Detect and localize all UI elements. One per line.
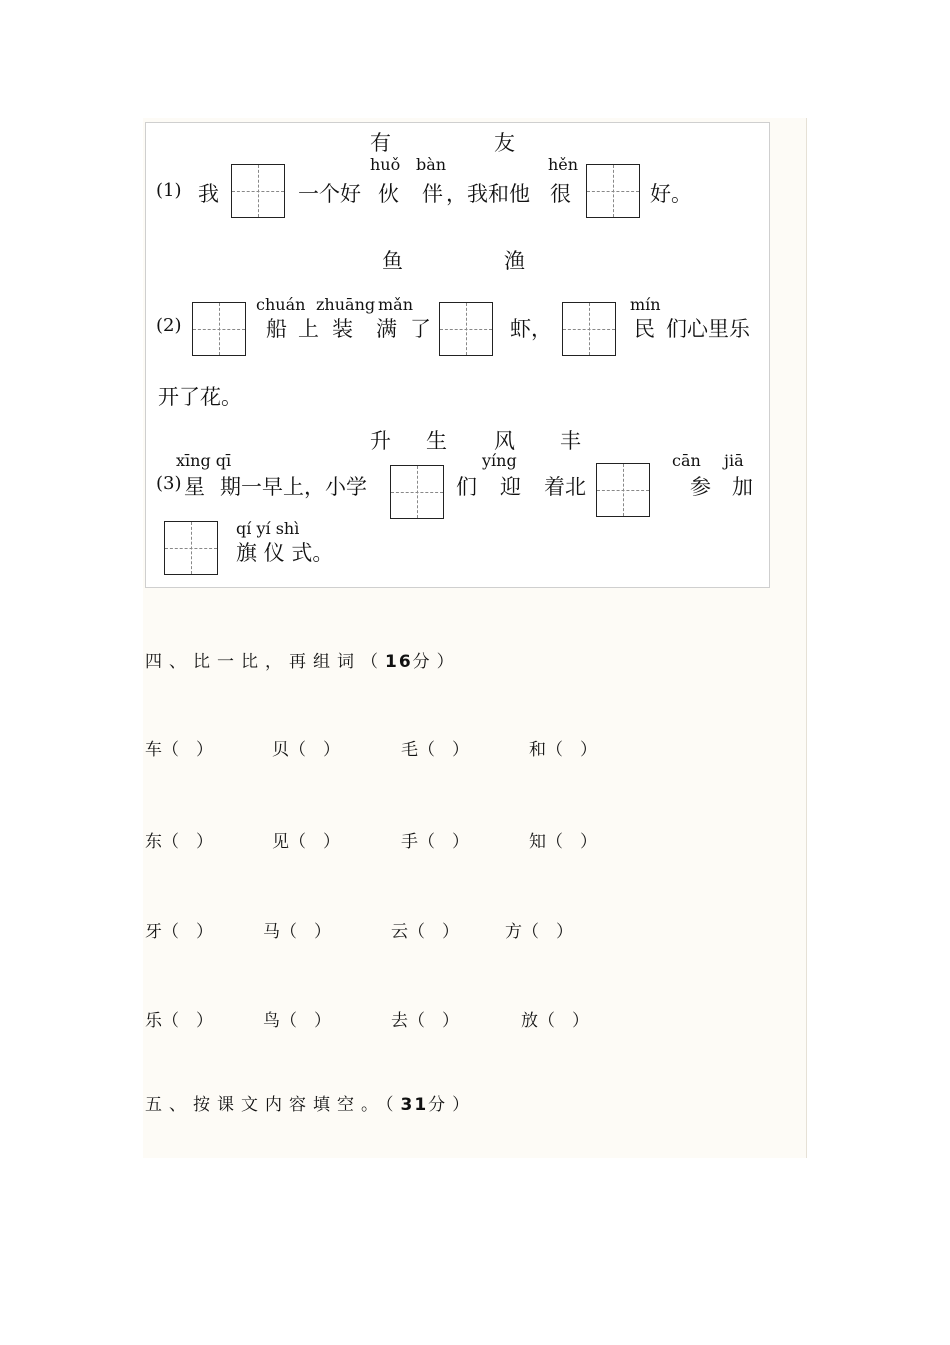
section-5-heading: 五、按课文内容填空。（31分）	[145, 1095, 477, 1115]
pinyin-man: mǎn	[378, 295, 414, 314]
q1-text-a: 我	[198, 182, 219, 206]
word-item: 鸟（ ）	[263, 1011, 331, 1031]
q3-text-zhe: 着北	[544, 475, 586, 499]
pinyin-huo: huǒ	[370, 155, 401, 174]
q2-chuan: 船	[266, 317, 287, 341]
q1-label: (1)	[156, 180, 182, 201]
word-item: 贝（ ）	[272, 740, 340, 760]
q2-shang: 上	[298, 317, 319, 341]
pinyin-jia: jiā	[724, 451, 744, 470]
q2-answer-box-3[interactable]	[562, 302, 616, 356]
word-item: 毛（ ）	[401, 740, 469, 760]
q3-label: (3)	[156, 473, 182, 494]
word-item: 乐（ ）	[145, 1011, 213, 1031]
q3-text-men: 们	[456, 475, 477, 499]
word-item: 放（ ）	[521, 1011, 589, 1031]
q2-option-1: 鱼	[382, 249, 403, 273]
q1-answer-box-1[interactable]	[231, 164, 285, 218]
word-item: 手（ ）	[401, 832, 469, 852]
pinyin-chuan: chuán	[256, 295, 306, 314]
pinyin-qiyishi: qí yí shì	[236, 519, 300, 538]
q3-option-4: 丰	[560, 429, 581, 453]
q2-text-le: 了	[410, 317, 431, 341]
q3-jia: 加	[732, 475, 753, 499]
section-5-score: 31	[400, 1095, 429, 1115]
q2-text-xia: 虾，	[510, 317, 552, 341]
q1-huo: 伙	[378, 182, 399, 206]
q1-hen: 很	[550, 182, 571, 206]
q3-ying: 迎	[500, 475, 521, 499]
q2-text-end: 们心里乐	[666, 317, 750, 341]
q1-option-2: 友	[494, 131, 515, 155]
word-item: 牙（ ）	[145, 922, 213, 942]
word-item: 和（ ）	[529, 740, 597, 760]
word-item: 见（ ）	[272, 832, 340, 852]
q1-ban: 伴	[422, 182, 443, 206]
q3-answer-box-1[interactable]	[390, 465, 444, 519]
pinyin-can: cān	[672, 451, 701, 470]
q2-text-line2: 开了花。	[158, 385, 242, 409]
q2-zhuang: 装	[332, 317, 353, 341]
word-item: 东（ ）	[145, 832, 213, 852]
q2-answer-box-2[interactable]	[439, 302, 493, 356]
q3-option-2: 生	[426, 429, 447, 453]
q3-answer-box-3[interactable]	[164, 521, 218, 575]
q1-answer-box-2[interactable]	[586, 164, 640, 218]
q3-text-a: 期一早上，小学	[220, 475, 367, 499]
q1-text-b: 一个好	[298, 182, 361, 206]
q2-min: 民	[634, 317, 655, 341]
word-item: 去（ ）	[391, 1011, 459, 1031]
q3-xing: 星	[184, 475, 205, 499]
word-item: 云（ ）	[391, 922, 459, 942]
pinyin-min: mín	[630, 295, 661, 314]
q1-text-c: ，我和他	[446, 182, 530, 206]
q2-answer-box-1[interactable]	[192, 302, 246, 356]
word-item: 知（ ）	[529, 832, 597, 852]
word-item: 车（ ）	[145, 740, 213, 760]
q2-option-2: 渔	[504, 249, 525, 273]
pinyin-zhuang: zhuāng	[316, 295, 376, 314]
q3-option-1: 升	[370, 429, 391, 453]
section-4-heading: 四、比一比，再组词（16分）	[145, 652, 461, 672]
fill-in-figure	[145, 122, 770, 588]
q1-option-1: 有	[370, 131, 391, 155]
q3-option-3: 风	[494, 429, 515, 453]
q3-answer-box-2[interactable]	[596, 463, 650, 517]
q2-label: (2)	[156, 315, 182, 336]
word-item: 马（ ）	[263, 922, 331, 942]
word-item: 方（ ）	[505, 922, 573, 942]
pinyin-xingqi: xīng qī	[176, 451, 232, 470]
pinyin-ban: bàn	[416, 155, 447, 174]
q2-man: 满	[376, 317, 397, 341]
pinyin-hen: hěn	[548, 155, 579, 174]
q3-text-end: 旗 仪 式。	[236, 541, 334, 565]
q3-can: 参	[690, 475, 711, 499]
q1-text-d: 好。	[650, 182, 692, 206]
section-4-score: 16	[385, 652, 413, 672]
pinyin-ying: yíng	[482, 451, 517, 470]
